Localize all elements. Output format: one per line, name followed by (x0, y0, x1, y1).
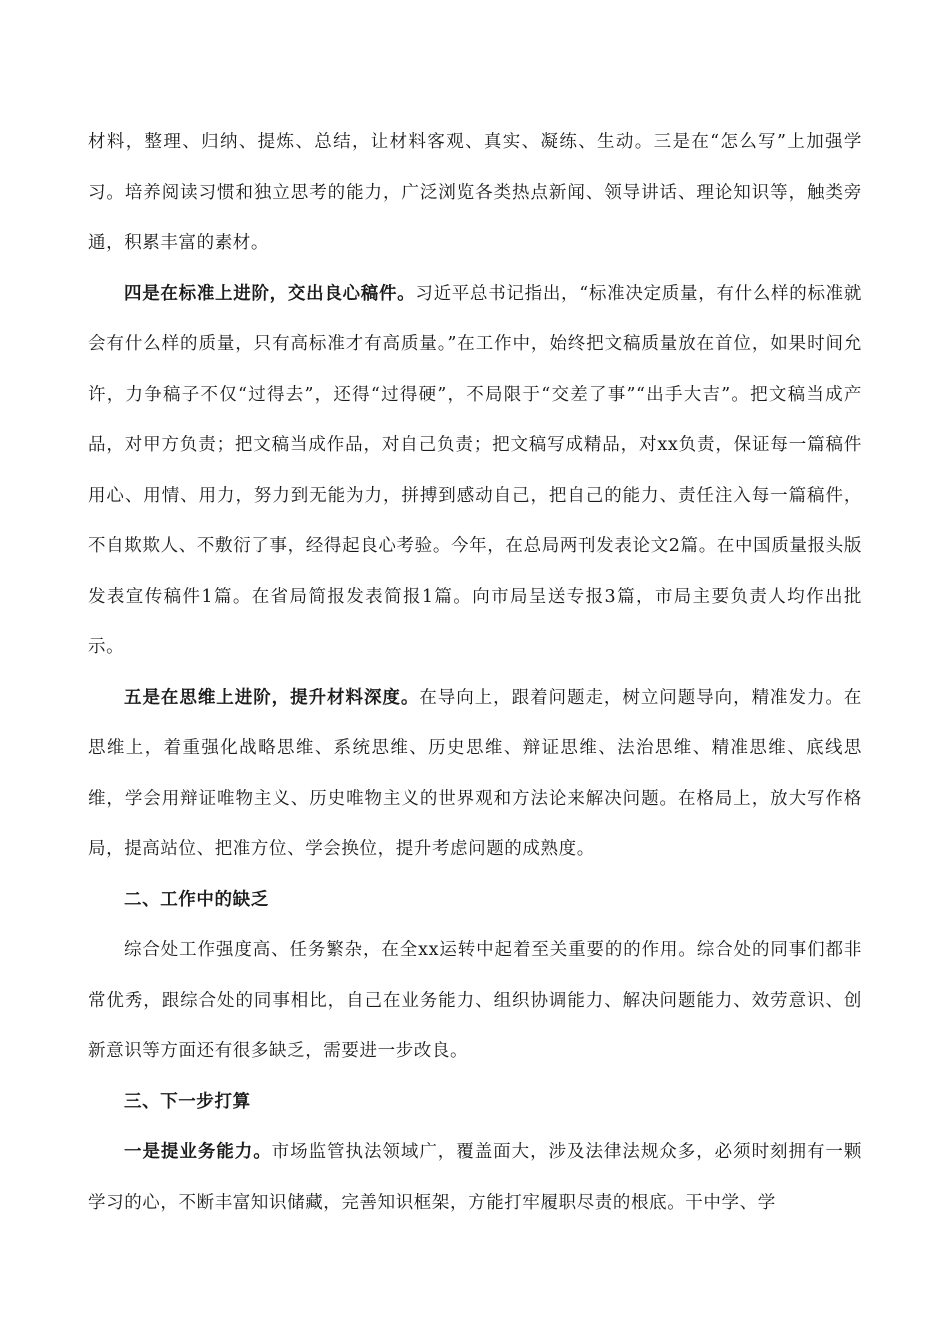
paragraph-business-ability (88, 1127, 862, 1228)
paragraph-text: 材料，整理、归纳、提炼、总结，让材料客观、真实、凝练、生动。三是在“怎么写”上加强学习。培养阅读习惯和独立思考的能力，广泛浏览各类热点新闻、领导讲话、理论知识等，触类旁通，积累丰富的素材。 (88, 132, 862, 253)
paragraph-standards (88, 269, 862, 673)
paragraph-shortcomings: 综合处工作强度高、任务繁杂，在全xx运转中起着至关重要的的作用。综合处的同事们都非常优秀，跟综合处的同事相比，自己在业务能力、组织协调能力、解决问题能力、效劳意识、创新意识等方面还有很多缺乏，需要进一步改良。 (88, 940, 862, 1061)
paragraph-text: 市场监管执法领域广，覆盖面大，涉及法律法规众多，必须时刻拥有一颗学习的心，不断丰富知识储藏，完善知识框架，方能打牢履职尽责的根底。干中学、学 (88, 1142, 862, 1213)
section-heading-next-steps: 三、下一步打算 (124, 1091, 251, 1112)
paragraph-writing-study (88, 117, 862, 269)
paragraph-lead: 五是在思维上进阶，提升材料深度。 (124, 687, 420, 708)
section-heading-shortcomings: 二、工作中的缺乏 (124, 889, 269, 910)
paragraph-text: 习近平总书记指出，“标准决定质量，有什么样的标准就会有什么样的质量，只有高标准才有高质量。”在工作中，始终把文稿质量放在首位，如果时间允许，力争稿子不仅“过得去”，还得“过得硬”，不局限于“交差了事”“出手大吉”。把文稿当成产品，对甲方负责；把文稿当成作品，对自己负责；把文稿写成精品，对xx负责，保证每一篇稿件用心、用情、用力，努力到无能为力，拼搏到感动自己，把自己的能力、责任注入每一篇稿件，不自欺欺人、不敷衍了事，经得起良心考验。今年，在总局两刊发表论文2篇。在中国质量报头版发表宣传稿件1篇。在省局简报发表简报1篇。向市局呈送专报3篇，市局主要负责人均作出批示。 (88, 283, 862, 657)
paragraph-lead: 四是在标准上进阶，交出良心稿件。 (124, 283, 416, 304)
paragraph-text: 在导向上，跟着问题走，树立问题导向，精准发力。在思维上，着重强化战略思维、系统思维、历史思维、辩证思维、法治思维、精准思维、底线思维，学会用辩证唯物主义、历史唯物主义的世界观和方法论来解决问题。在格局上，放大写作格局，提高站位、把准方位、学会换位，提升考虑问题的成熟度。 (88, 687, 862, 859)
paragraph-thinking (88, 673, 862, 875)
document-body (88, 117, 862, 1228)
paragraph-lead: 一是提业务能力。 (124, 1142, 272, 1162)
